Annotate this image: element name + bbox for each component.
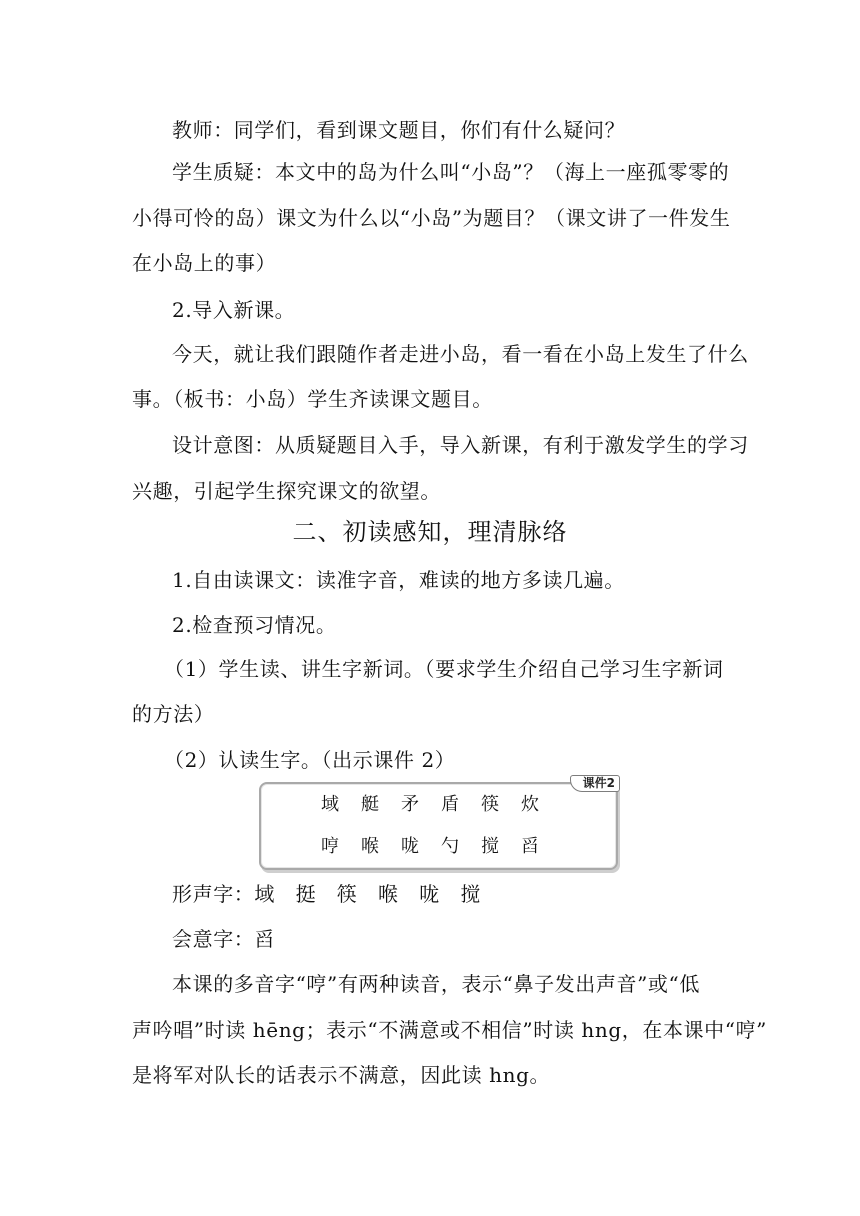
character: 舀 xyxy=(521,836,539,857)
paragraph-student-question-line1: 学生质疑：本文中的岛为什么叫“小岛”？（海上一座孤零零的 xyxy=(172,160,730,184)
character: 喉 xyxy=(361,836,379,857)
character: 咙 xyxy=(401,836,419,857)
paragraph-design-intent-line1: 设计意图：从质疑题目入手，导入新课，有利于激发学生的学习 xyxy=(172,433,749,457)
paragraph-recognize-characters: （2）认读生字。（出示课件 2） xyxy=(164,748,456,772)
paragraph-check-preview: 2.检查预习情况。 xyxy=(172,613,337,637)
courseware-tag: 课件2 xyxy=(570,775,620,792)
paragraph-phonetic-characters: 形声字：域 挺 筷 喉 咙 搅 xyxy=(172,882,481,906)
paragraph-ideographic-characters: 会意字：舀 xyxy=(172,927,275,951)
courseware-card xyxy=(259,776,618,870)
paragraph-free-reading: 1.自由读课文：读准字音，难读的地方多读几遍。 xyxy=(172,568,625,592)
character: 域 xyxy=(321,794,339,815)
character: 勺 xyxy=(441,836,459,857)
paragraph-students-read-line1: （1）学生读、讲生字新词。（要求学生介绍自己学习生字新词 xyxy=(164,657,724,681)
character: 矛 xyxy=(401,794,419,815)
character-row-1 xyxy=(321,794,561,816)
section-heading: 二、初读感知，理清脉络 xyxy=(292,518,568,546)
character: 搅 xyxy=(481,836,499,857)
paragraph-student-question-line3: 在小岛上的事） xyxy=(132,251,277,275)
paragraph-student-question-line2: 小得可怜的岛）课文为什么以“小岛”为题目？（课文讲了一件发生 xyxy=(132,206,731,230)
paragraph-students-read-line2: 的方法） xyxy=(132,702,215,726)
character-row-2 xyxy=(321,836,561,858)
paragraph-today-line1: 今天，就让我们跟随作者走进小岛，看一看在小岛上发生了什么 xyxy=(172,342,749,366)
character: 艇 xyxy=(361,794,379,815)
character: 哼 xyxy=(321,836,339,857)
paragraph-intro-new-lesson: 2.导入新课。 xyxy=(172,298,296,322)
paragraph-teacher-question: 教师：同学们，看到课文题目，你们有什么疑问？ xyxy=(172,118,626,142)
character: 筷 xyxy=(481,794,499,815)
character: 炊 xyxy=(521,794,539,815)
paragraph-polyphone-line3: 是将军对队长的话表示不满意，因此读 hng。 xyxy=(132,1063,551,1087)
paragraph-today-line2: 事。（板书：小岛）学生齐读课文题目。 xyxy=(132,387,493,411)
paragraph-polyphone-line1: 本课的多音字“哼”有两种读音，表示“鼻子发出声音”或“低 xyxy=(172,972,700,996)
paragraph-polyphone-line2: 声吟唱”时读 hēng；表示“不满意或不相信”时读 hng，在本课中“哼” xyxy=(132,1018,768,1042)
character: 盾 xyxy=(441,794,459,815)
paragraph-design-intent-line2: 兴趣，引起学生探究课文的欲望。 xyxy=(132,479,441,503)
